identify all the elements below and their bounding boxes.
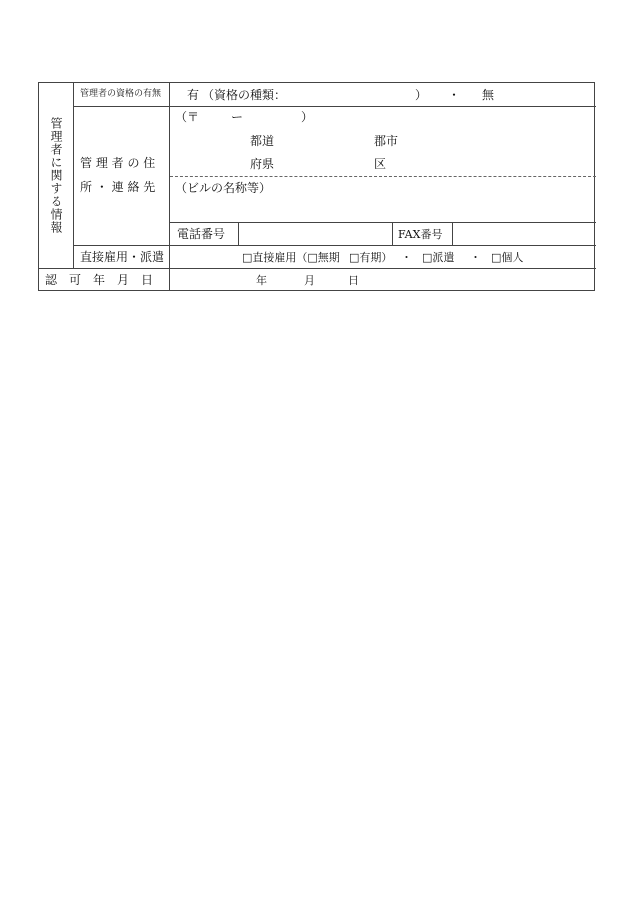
dispatch-checkbox[interactable]: □派遣	[422, 251, 455, 264]
divider	[169, 83, 170, 291]
approval-date-label: 認 可 年 月 日	[45, 273, 154, 287]
approval-month: 月	[304, 274, 315, 287]
divider	[392, 222, 393, 245]
qualification-type-open: （資格の種類：	[202, 88, 287, 102]
approval-day: 日	[348, 274, 359, 287]
employment-separator: ・	[401, 251, 412, 264]
qualification-type-input[interactable]	[284, 87, 414, 103]
employment-label: 直接雇用・派遣	[80, 250, 165, 264]
qualification-label: 管理者の資格の有無	[80, 89, 162, 99]
manager-info-form	[38, 82, 595, 291]
divider	[73, 83, 74, 268]
city-top: 郡市	[374, 134, 399, 148]
prefecture-bottom: 府県	[250, 157, 275, 171]
postal-open: （〒	[175, 110, 200, 124]
individual-checkbox[interactable]: □個人	[491, 251, 524, 264]
phone-label: 電話番号	[177, 227, 226, 241]
direct-employment-checkbox[interactable]: □直接雇用（□無期	[242, 251, 340, 264]
fax-input[interactable]	[453, 223, 595, 245]
divider	[73, 245, 596, 246]
prefecture-top: 都道	[250, 134, 275, 148]
section-label: 管理者に関する情報	[49, 117, 63, 234]
qualification-separator: ・	[448, 88, 461, 102]
phone-input[interactable]	[239, 223, 392, 245]
address-label-line2: 所 ・ 連 絡 先	[80, 180, 156, 194]
qualification-yes[interactable]: 有	[187, 88, 200, 102]
postal-close: ）	[301, 110, 314, 124]
qualification-no[interactable]: 無	[482, 88, 495, 102]
address-label-line1: 管 理 者 の 住	[80, 156, 156, 170]
divider	[73, 106, 596, 107]
fax-label: FAX番号	[398, 228, 443, 241]
fixed-term-checkbox[interactable]: □有期）	[349, 251, 393, 264]
postal-dash: ー	[231, 110, 244, 124]
approval-year: 年	[256, 274, 267, 287]
divider	[39, 268, 596, 269]
city-bottom: 区	[374, 157, 387, 171]
employment-separator: ・	[470, 251, 481, 264]
dashed-divider	[170, 176, 596, 177]
building-name-label: （ビルの名称等）	[175, 181, 272, 195]
qualification-type-close: ）	[415, 88, 428, 102]
